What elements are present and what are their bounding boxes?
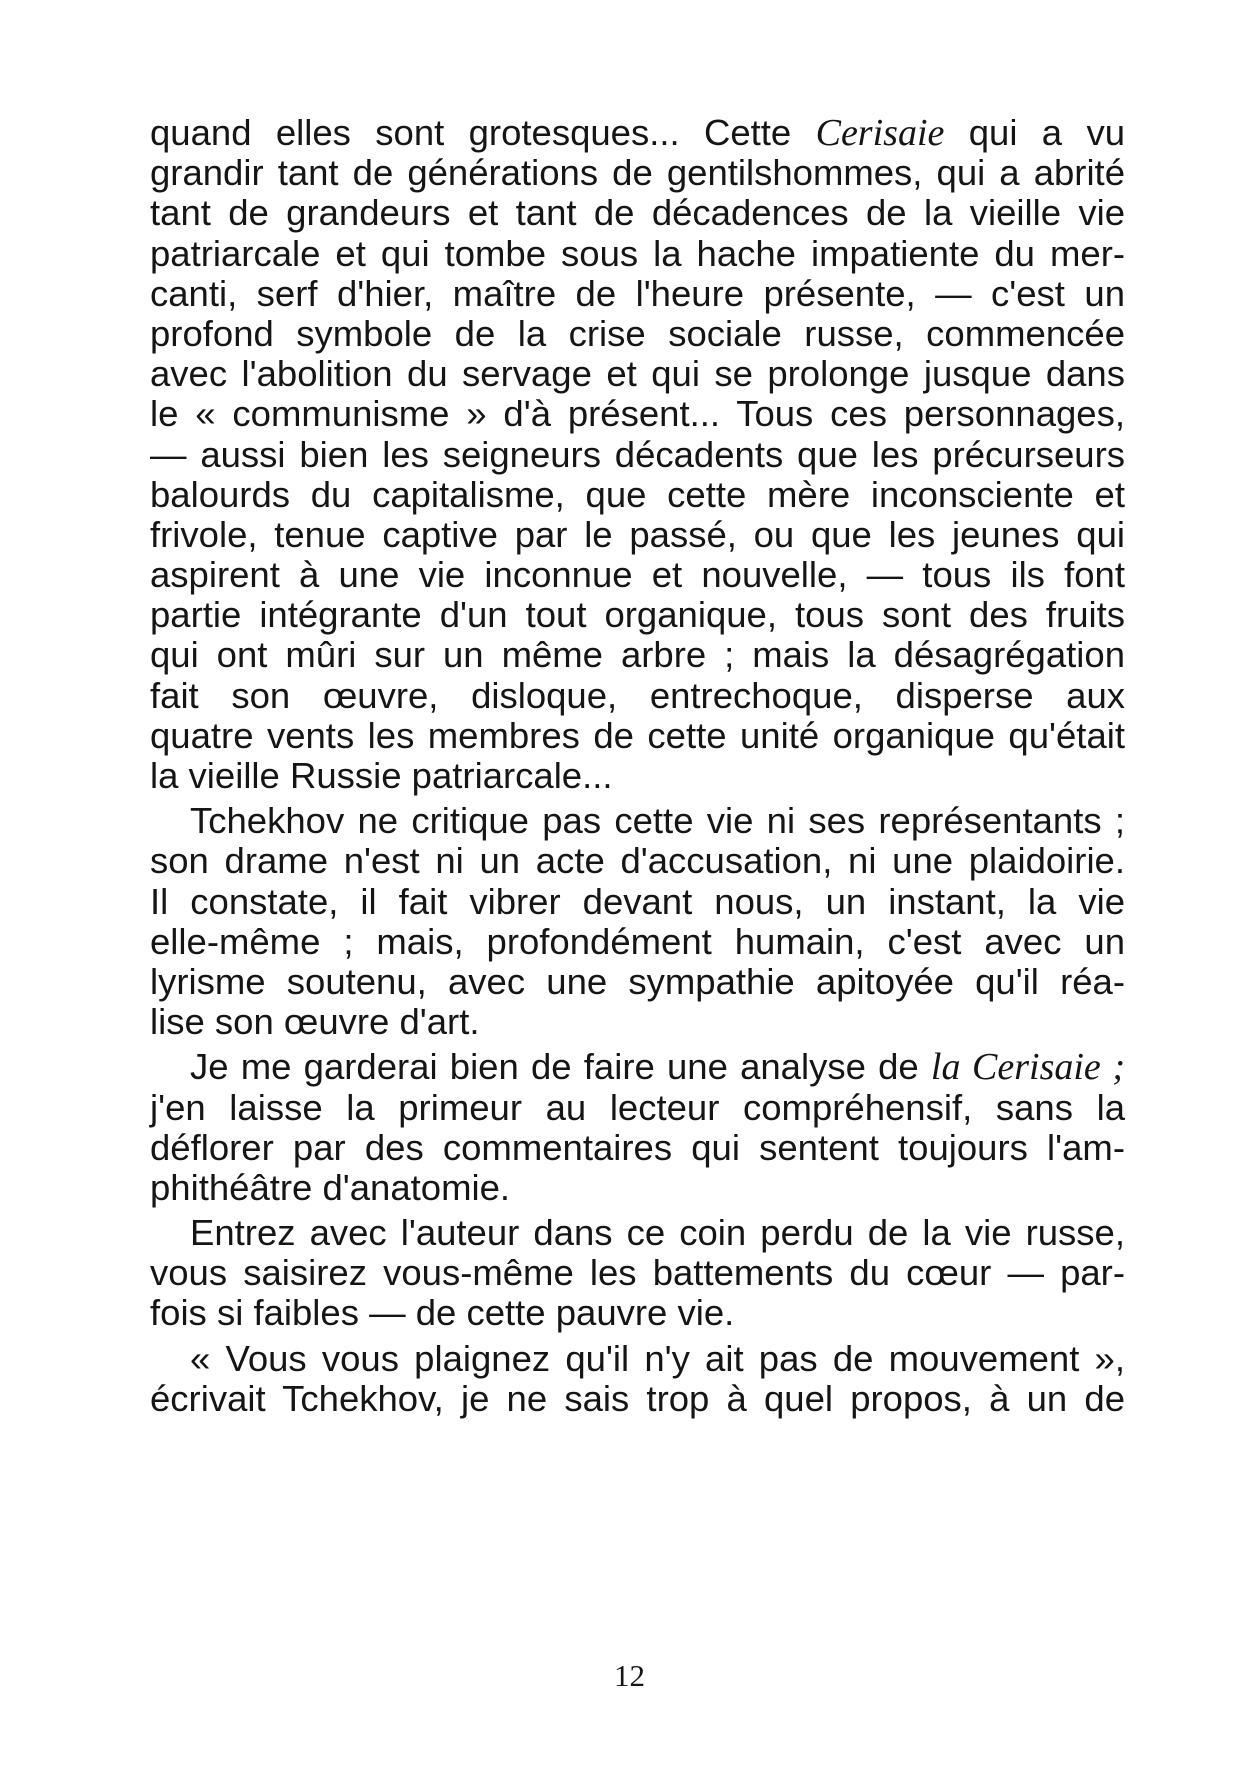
line-segment: Je me garderai bien de faire une analyse de bbox=[190, 1046, 931, 1088]
text-line: écrivait Tchekhov, je ne sais trop à quel propos, à un de bbox=[150, 1377, 1125, 1419]
text-line: Il constate, il fait vibrer devant nous, un instant, la vie bbox=[150, 880, 1125, 922]
page-body bbox=[150, 113, 1125, 1733]
text-line: balourds du capitalisme, que cette mère inconsciente et bbox=[150, 473, 1125, 515]
text-line: Tchekhov ne critique pas cette vie ni ses représentants ; bbox=[190, 800, 1125, 842]
text-line: quatre vents les membres de cette unité organique qu'était bbox=[150, 714, 1125, 756]
text-line bbox=[150, 1047, 1125, 1087]
text-line: tant de grandeurs et tant de décadences de la vieille vie bbox=[150, 192, 1125, 234]
text-line: frivole, tenue captive par le passé, ou que les jeunes qui bbox=[150, 513, 1125, 555]
text-line: fait son œuvre, disloque, entrechoque, disperse aux bbox=[150, 674, 1125, 716]
text-line: son drame n'est ni un acte d'accusation, ni une plaidoirie. bbox=[150, 840, 1125, 882]
text-line bbox=[150, 113, 1125, 153]
text-line: elle-même ; mais, profondément humain, c'est avec un bbox=[150, 920, 1125, 962]
text-line: canti, serf d'hier, maître de l'heure présente, — c'est un bbox=[150, 272, 1125, 314]
text-line: Entrez avec l'auteur dans ce coin perdu de la vie russe, bbox=[190, 1212, 1125, 1254]
text-line: partie intégrante d'un tout organique, tous sont des fruits bbox=[150, 594, 1125, 636]
text-line: — aussi bien les seigneurs décadents que les précurseurs bbox=[150, 433, 1125, 475]
page-number: 12 bbox=[614, 1658, 645, 1693]
text-line: qui ont mûri sur un même arbre ; mais la désagrégation bbox=[150, 634, 1125, 676]
text-line: « Vous vous plaignez qu'il n'y ait pas de mouvement », bbox=[190, 1337, 1125, 1379]
text-line: fois si faibles — de cette pauvre vie. bbox=[150, 1292, 735, 1334]
text-line: grandir tant de générations de gentilshommes, qui a abrité bbox=[150, 152, 1125, 194]
text-line: j'en laisse la primeur au lecteur compréhensif, sans la bbox=[150, 1086, 1125, 1128]
text-line: le « communisme » d'à présent... Tous ces personnages, bbox=[150, 393, 1125, 435]
text-line: patriarcale et qui tombe sous la hache impatiente du mer- bbox=[150, 232, 1125, 274]
text-line: aspirent à une vie inconnue et nouvelle, — tous ils font bbox=[150, 554, 1125, 596]
text-line: phithéâtre d'anatomie. bbox=[150, 1166, 511, 1208]
text-line: avec l'abolition du servage et qui se prolonge jusque dans bbox=[150, 353, 1125, 395]
paragraph-4 bbox=[150, 1213, 1125, 1334]
title-italic: la Cerisaie ; bbox=[930, 1046, 1126, 1089]
text-line: vous saisirez vous-même les battements du cœur — par- bbox=[150, 1252, 1125, 1294]
text-line: profond symbole de la crise sociale russe, commencée bbox=[150, 312, 1125, 354]
line-segment: quand elles sont grotesques... Cette bbox=[150, 112, 816, 153]
title-italic: Cerisaie bbox=[815, 112, 945, 154]
text-line: déflorer par des commentaires qui sentent toujours l'am- bbox=[150, 1126, 1125, 1168]
text-line: la vieille Russie patriarcale... bbox=[150, 755, 613, 796]
paragraph-2 bbox=[150, 801, 1125, 1042]
text-line: lise son œuvre d'art. bbox=[150, 1001, 480, 1043]
paragraph-1 bbox=[150, 113, 1125, 796]
line-segment: qui a vu bbox=[944, 112, 1125, 153]
paragraph-5 bbox=[150, 1339, 1125, 1419]
paragraph-3 bbox=[150, 1047, 1125, 1208]
text-line: lyrisme soutenu, avec une sympathie apitoyée qu'il réa- bbox=[150, 960, 1125, 1002]
